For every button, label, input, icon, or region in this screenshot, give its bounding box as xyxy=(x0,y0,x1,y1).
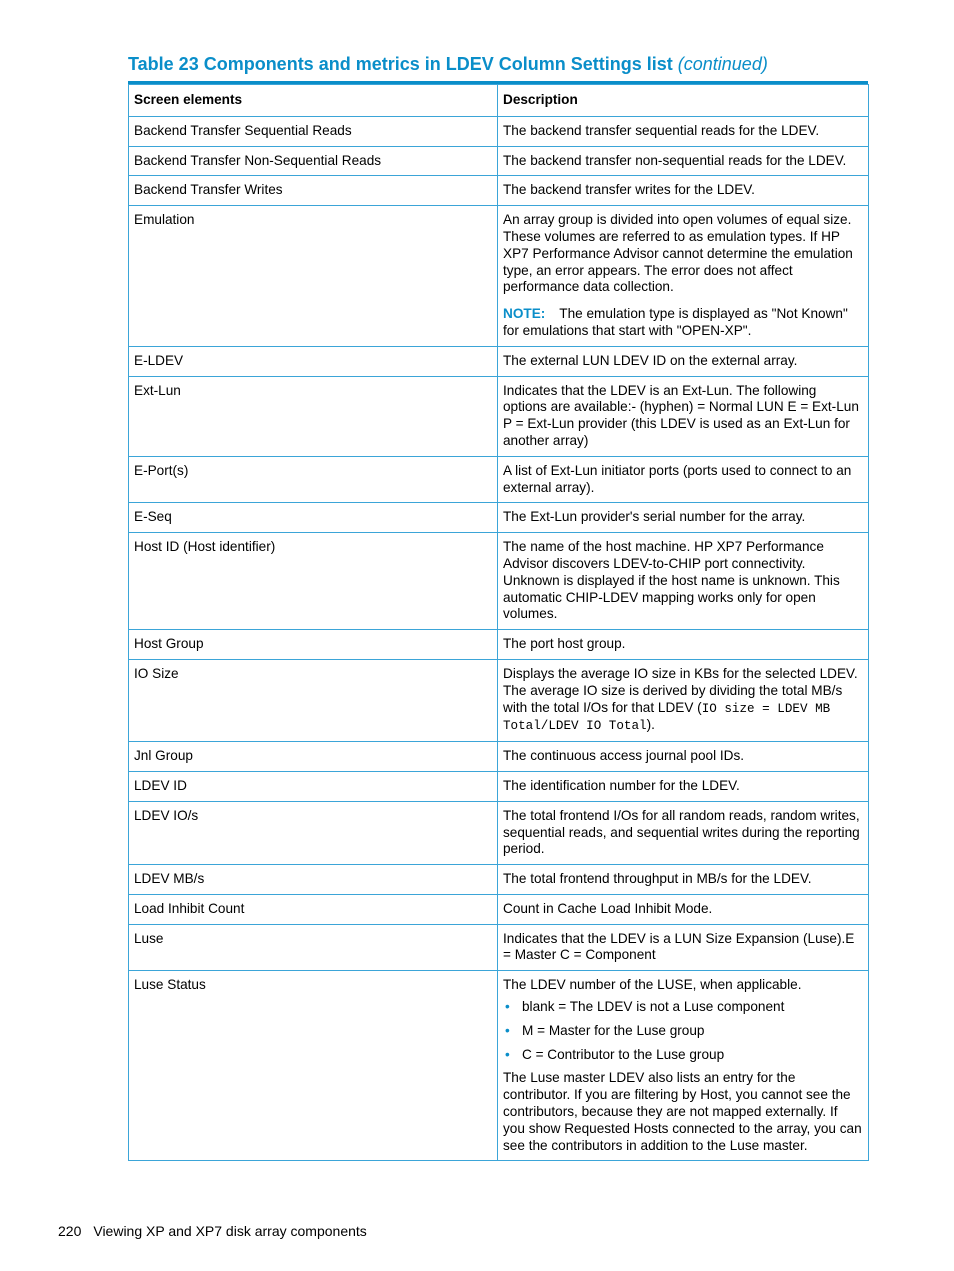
table-row xyxy=(129,503,869,533)
row-description xyxy=(498,206,869,347)
bullet-item: • C = Contributor to the Luse group xyxy=(503,1047,863,1064)
row-element: Host ID (Host identifier) xyxy=(129,533,498,630)
page-number: 220 xyxy=(58,1223,82,1239)
bullet-list xyxy=(503,999,863,1063)
row-element: Ext-Lun xyxy=(129,376,498,456)
table-row xyxy=(129,865,869,895)
table-row xyxy=(129,146,869,176)
page-footer xyxy=(58,1223,367,1239)
row-description: The external LUN LDEV ID on the external array. xyxy=(498,346,869,376)
table-row xyxy=(129,801,869,864)
row-element: LDEV IO/s xyxy=(129,801,498,864)
row-description-text: The LDEV number of the LUSE, when applicable. xyxy=(503,977,802,993)
row-description: The identification number for the LDEV. xyxy=(498,771,869,801)
row-description: The name of the host machine. HP XP7 Performance Advisor discovers LDEV-to-CHIP port connectivity. Unknown is displayed if the host name is unknown. This automatic CHIP-LDEV mapping works only for open volumes. xyxy=(498,533,869,630)
row-description: The backend transfer writes for the LDEV. xyxy=(498,176,869,206)
table-row xyxy=(129,894,869,924)
row-description: The backend transfer non-sequential reads for the LDEV. xyxy=(498,146,869,176)
table-row xyxy=(129,456,869,503)
row-description: The continuous access journal pool IDs. xyxy=(498,742,869,772)
row-description: Indicates that the LDEV is a LUN Size Expansion (Luse).E = Master C = Component xyxy=(498,924,869,971)
row-element: LDEV MB/s xyxy=(129,865,498,895)
row-description xyxy=(498,659,869,741)
table-row xyxy=(129,971,869,1161)
header-description: Description xyxy=(498,85,869,117)
row-element: IO Size xyxy=(129,659,498,741)
row-description: A list of Ext-Lun initiator ports (ports used to connect to an external array). xyxy=(498,456,869,503)
table-header-row xyxy=(129,85,869,117)
table-row xyxy=(129,176,869,206)
row-description-end: ). xyxy=(646,717,655,733)
row-element: LDEV ID xyxy=(129,771,498,801)
note xyxy=(503,306,863,340)
row-element: E-Port(s) xyxy=(129,456,498,503)
row-element: Emulation xyxy=(129,206,498,347)
table-row xyxy=(129,533,869,630)
table-row xyxy=(129,924,869,971)
bullet-item: • blank = The LDEV is not a Luse component xyxy=(503,999,863,1016)
table-row xyxy=(129,742,869,772)
table-row xyxy=(129,659,869,741)
row-description: The port host group. xyxy=(498,630,869,660)
components-table xyxy=(128,84,869,1161)
row-description: Count in Cache Load Inhibit Mode. xyxy=(498,894,869,924)
row-element: Luse Status xyxy=(129,971,498,1161)
row-element: Luse xyxy=(129,924,498,971)
table-title-continued: (continued) xyxy=(677,54,768,74)
row-element: Backend Transfer Writes xyxy=(129,176,498,206)
formula-code: IO size = LDEV MB Total/LDEV IO Total xyxy=(503,701,831,734)
row-description: The total frontend throughput in MB/s for the LDEV. xyxy=(498,865,869,895)
row-description-after: The Luse master LDEV also lists an entry for the contributor. If you are filtering by Host, you cannot see the contributors, because they are not mapped externally. If you show Requested Hosts connected to the array, you can see the contributors in addition to the Luse master. xyxy=(503,1070,862,1153)
row-description-text: An array group is divided into open volumes of equal size. These volumes are referred to as emulation types. If HP XP7 Performance Advisor cannot determine the emulation type, an error appears. The error does not affect performance data collection. xyxy=(503,212,853,295)
table-row xyxy=(129,206,869,347)
note-label: NOTE: xyxy=(503,306,546,322)
row-element: Backend Transfer Non-Sequential Reads xyxy=(129,146,498,176)
row-element: Host Group xyxy=(129,630,498,660)
table-row xyxy=(129,376,869,456)
table-title-main: Table 23 Components and metrics in LDEV Column Settings list xyxy=(128,54,673,74)
row-description-text: Displays the average IO size in KBs for the selected LDEV. The average IO size is derived by dividing the total MB/s with the total I/Os for that LDEV ( xyxy=(503,665,858,715)
row-element: Backend Transfer Sequential Reads xyxy=(129,116,498,146)
row-element: E-LDEV xyxy=(129,346,498,376)
table-title xyxy=(128,54,768,75)
row-element: Load Inhibit Count xyxy=(129,894,498,924)
table-row xyxy=(129,346,869,376)
row-element: Jnl Group xyxy=(129,742,498,772)
table-row xyxy=(129,771,869,801)
row-description: Indicates that the LDEV is an Ext-Lun. The following options are available:- (hyphen) = Normal LUN E = Ext-Lun P = Ext-Lun provider (this LDEV is used as an Ext-Lun for another array) xyxy=(498,376,869,456)
row-description: The Ext-Lun provider's serial number for the array. xyxy=(498,503,869,533)
header-screen-elements: Screen elements xyxy=(129,85,498,117)
note-text: The emulation type is displayed as "Not Known" for emulations that start with "OPEN-XP". xyxy=(503,306,848,338)
table-row xyxy=(129,630,869,660)
footer-section: Viewing XP and XP7 disk array components xyxy=(93,1223,367,1239)
bullet-item: • M = Master for the Luse group xyxy=(503,1023,863,1040)
row-description: The total frontend I/Os for all random reads, random writes, sequential reads, and sequential writes during the reporting period. xyxy=(498,801,869,864)
row-element: E-Seq xyxy=(129,503,498,533)
row-description xyxy=(498,971,869,1161)
table-row xyxy=(129,116,869,146)
row-description: The backend transfer sequential reads for the LDEV. xyxy=(498,116,869,146)
